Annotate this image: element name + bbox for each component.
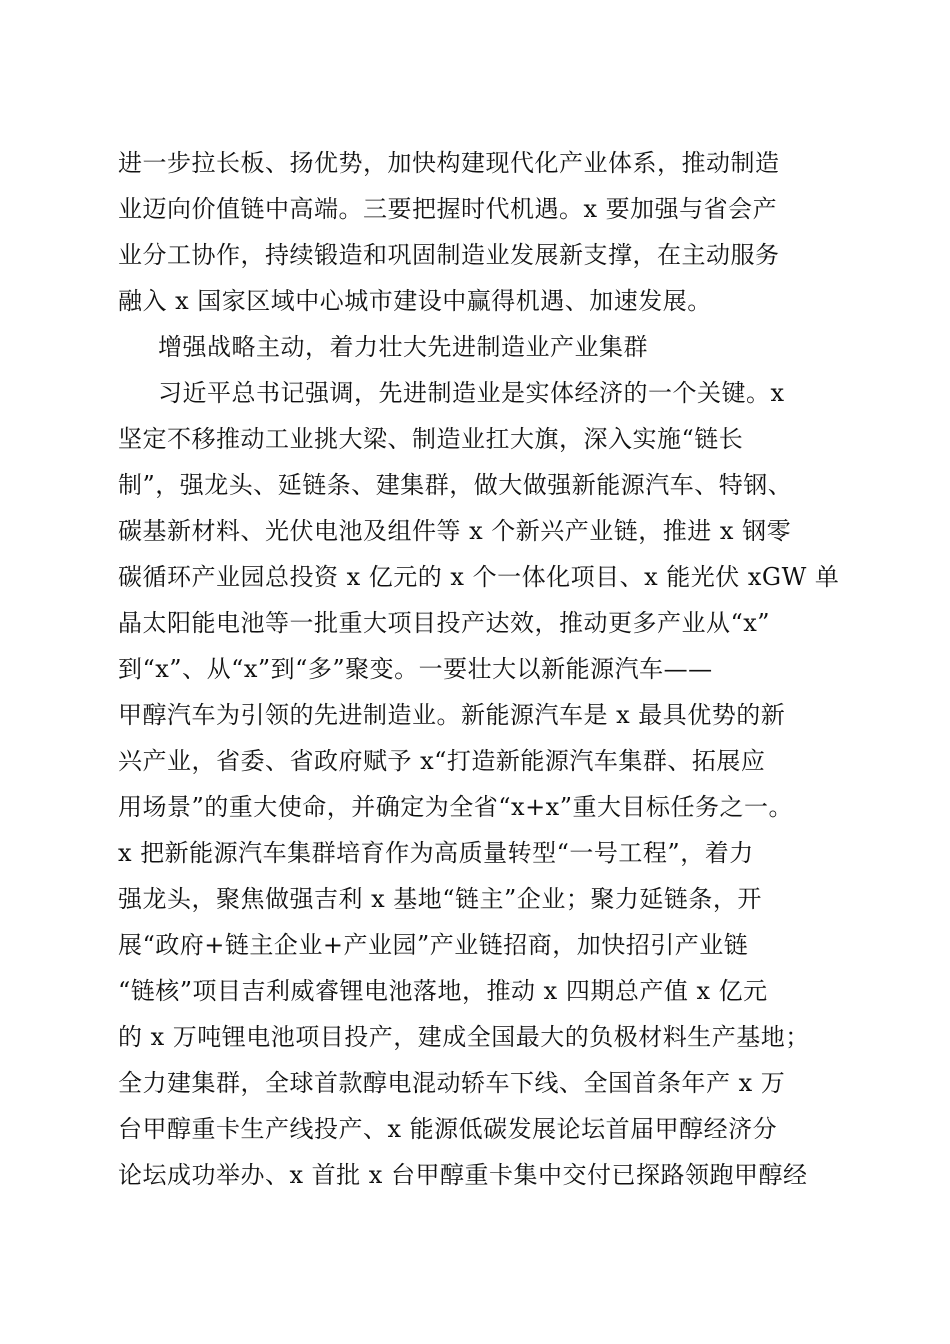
- text-line: 融入 x 国家区域中心城市建设中赢得机遇、加速发展。: [118, 287, 712, 315]
- text-line: 碳基新材料、光伏电池及组件等 x 个新兴产业链，推进 x 钢零: [118, 517, 792, 545]
- text-line: 展“政府+链主企业+产业园”产业链招商，加快招引产业链: [118, 931, 749, 959]
- text-line: 业分工协作，持续锻造和巩固制造业发展新支撑，在主动服务: [118, 241, 780, 269]
- text-line: 碳循环产业园总投资 x 亿元的 x 个一体化项目、x 能光伏 xGW 单: [118, 563, 840, 591]
- text-line: 强龙头，聚焦做强吉利 x 基地“链主”企业；聚力延链条，开: [118, 885, 762, 913]
- text-line: 进一步拉长板、扬优势，加快构建现代化产业体系，推动制造: [118, 149, 780, 177]
- text-line: 台甲醇重卡生产线投产、x 能源低碳发展论坛首届甲醇经济分: [118, 1115, 778, 1143]
- text-line: “链核”项目吉利威睿锂电池落地，推动 x 四期总产值 x 亿元: [118, 977, 768, 1005]
- text-line: 坚定不移推动工业挑大梁、制造业扛大旗，深入实施“链长: [118, 425, 744, 453]
- text-line: 晶太阳能电池等一批重大项目投产达效，推动更多产业从“x”: [118, 609, 771, 637]
- text-line: 用场景”的重大使命，并确定为全省“x+x”重大目标任务之一。: [118, 793, 793, 821]
- text-line: 习近平总书记强调，先进制造业是实体经济的一个关键。x: [158, 379, 785, 407]
- text-line: 兴产业，省委、省政府赋予 x“打造新能源汽车集群、拓展应: [118, 747, 766, 775]
- text-line: 制”，强龙头、延链条、建集群，做大做强新能源汽车、特钢、: [118, 471, 793, 499]
- text-line: 论坛成功举办、x 首批 x 台甲醇重卡集中交付已探路领跑甲醇经: [118, 1161, 808, 1189]
- section-heading: 增强战略主动，着力壮大先进制造业产业集群: [158, 333, 648, 361]
- text-line: 业迈向价值链中高端。三要把握时代机遇。x 要加强与省会产: [118, 195, 778, 223]
- text-line: 全力建集群，全球首款醇电混动轿车下线、全国首条年产 x 万: [118, 1069, 786, 1097]
- text-line: 到“x”、从“x”到“多”聚变。一要壮大以新能源汽车——: [118, 655, 713, 683]
- text-line: x 把新能源汽车集群培育作为高质量转型“一号工程”，着力: [118, 839, 754, 867]
- text-line: 甲醇汽车为引领的先进制造业。新能源汽车是 x 最具优势的新: [118, 701, 786, 729]
- text-line: 的 x 万吨锂电池项目投产，建成全国最大的负极材料生产基地；: [118, 1023, 810, 1051]
